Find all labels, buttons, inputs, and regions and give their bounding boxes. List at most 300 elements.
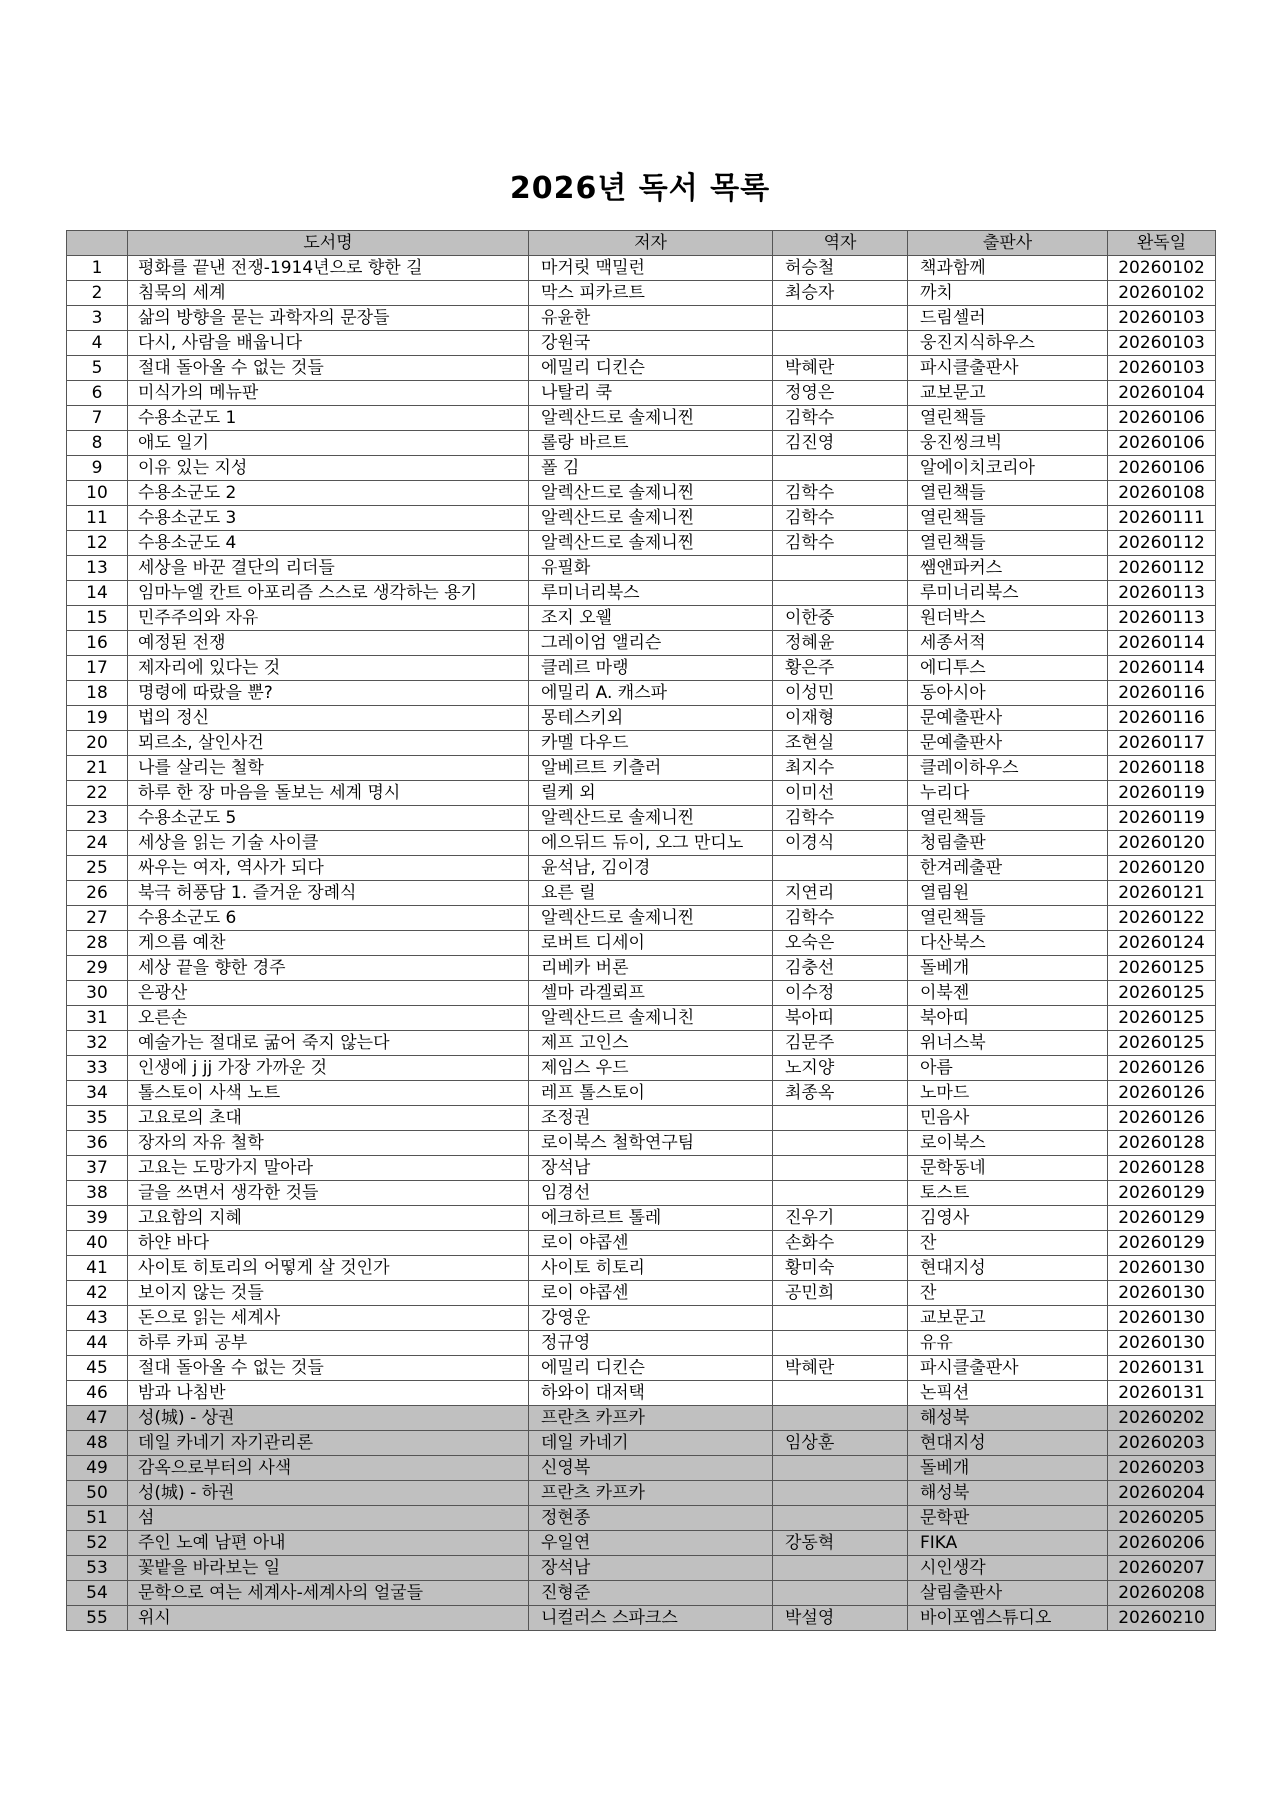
book-publisher: 돌베개	[908, 1456, 1108, 1481]
completed-date: 20260116	[1108, 706, 1216, 731]
book-author: 데일 카네기	[529, 1431, 773, 1456]
book-title: 싸우는 여자, 역사가 되다	[128, 856, 529, 881]
book-translator	[773, 456, 908, 481]
book-translator: 김충선	[773, 956, 908, 981]
book-translator: 이재형	[773, 706, 908, 731]
book-translator	[773, 1581, 908, 1606]
row-number: 27	[67, 906, 128, 931]
book-translator	[773, 1131, 908, 1156]
book-title: 제자리에 있다는 것	[128, 656, 529, 681]
row-number: 4	[67, 331, 128, 356]
book-author: 그레이엄 앨리슨	[529, 631, 773, 656]
completed-date: 20260126	[1108, 1081, 1216, 1106]
completed-date: 20260130	[1108, 1256, 1216, 1281]
book-author: 유필화	[529, 556, 773, 581]
table-row	[67, 1181, 1216, 1206]
book-author: 강영운	[529, 1306, 773, 1331]
book-title: 수용소군도 1	[128, 406, 529, 431]
book-title: 법의 정신	[128, 706, 529, 731]
book-translator	[773, 1481, 908, 1506]
row-number: 49	[67, 1456, 128, 1481]
book-author: 알렉산드로 솔제니찐	[529, 506, 773, 531]
book-author: 강원국	[529, 331, 773, 356]
table-row	[67, 831, 1216, 856]
table-row	[67, 681, 1216, 706]
completed-date: 20260131	[1108, 1356, 1216, 1381]
book-publisher: FIKA	[908, 1531, 1108, 1556]
table-row	[67, 1381, 1216, 1406]
book-translator	[773, 306, 908, 331]
book-publisher: 유유	[908, 1331, 1108, 1356]
book-publisher: 열린책들	[908, 506, 1108, 531]
book-publisher: 해성북	[908, 1481, 1108, 1506]
book-title: 게으름 예찬	[128, 931, 529, 956]
row-number: 22	[67, 781, 128, 806]
book-publisher: 현대지성	[908, 1431, 1108, 1456]
book-title: 장자의 자유 철학	[128, 1131, 529, 1156]
table-row	[67, 356, 1216, 381]
book-publisher: 웅진씽크빅	[908, 431, 1108, 456]
book-title: 삶의 방향을 묻는 과학자의 문장들	[128, 306, 529, 331]
book-publisher: 논픽션	[908, 1381, 1108, 1406]
completed-date: 20260126	[1108, 1106, 1216, 1131]
table-row	[67, 1206, 1216, 1231]
completed-date: 20260113	[1108, 606, 1216, 631]
row-number: 6	[67, 381, 128, 406]
table-row	[67, 381, 1216, 406]
book-translator: 박혜란	[773, 356, 908, 381]
completed-date: 20260103	[1108, 356, 1216, 381]
completed-date: 20260114	[1108, 656, 1216, 681]
book-translator: 최지수	[773, 756, 908, 781]
table-row	[67, 431, 1216, 456]
book-publisher: 로이북스	[908, 1131, 1108, 1156]
book-author: 알렉산드로 솔제니찐	[529, 481, 773, 506]
book-title: 밤과 나침반	[128, 1381, 529, 1406]
book-publisher: 열린책들	[908, 806, 1108, 831]
book-publisher: 돌베개	[908, 956, 1108, 981]
book-title: 절대 돌아올 수 없는 것들	[128, 1356, 529, 1381]
book-author: 나탈리 쿡	[529, 381, 773, 406]
table-row	[67, 731, 1216, 756]
book-translator	[773, 1506, 908, 1531]
book-translator: 손화수	[773, 1231, 908, 1256]
book-translator: 지연리	[773, 881, 908, 906]
table-row	[67, 1581, 1216, 1606]
book-publisher: 잔	[908, 1231, 1108, 1256]
book-title: 하루 카피 공부	[128, 1331, 529, 1356]
row-number: 17	[67, 656, 128, 681]
book-publisher: 누리다	[908, 781, 1108, 806]
row-number: 19	[67, 706, 128, 731]
book-author: 유윤한	[529, 306, 773, 331]
book-title: 은광산	[128, 981, 529, 1006]
book-title: 고요함의 지혜	[128, 1206, 529, 1231]
table-row	[67, 1131, 1216, 1156]
completed-date: 20260206	[1108, 1531, 1216, 1556]
book-author: 클레르 마랭	[529, 656, 773, 681]
book-author: 마거릿 맥밀런	[529, 256, 773, 281]
book-publisher: 열린책들	[908, 906, 1108, 931]
row-number: 37	[67, 1156, 128, 1181]
book-title: 성(城) - 하권	[128, 1481, 529, 1506]
page-title: 2026년 독서 목록	[509, 171, 771, 206]
book-translator: 공민희	[773, 1281, 908, 1306]
book-publisher: 바이포엠스튜디오	[908, 1606, 1108, 1631]
table-row	[67, 406, 1216, 431]
book-title: 주인 노예 남편 아내	[128, 1531, 529, 1556]
book-title: 수용소군도 3	[128, 506, 529, 531]
book-publisher: 책과함께	[908, 256, 1108, 281]
book-title: 보이지 않는 것들	[128, 1281, 529, 1306]
row-number: 39	[67, 1206, 128, 1231]
completed-date: 20260120	[1108, 856, 1216, 881]
book-translator: 이수정	[773, 981, 908, 1006]
book-translator: 박혜란	[773, 1356, 908, 1381]
book-publisher: 루미너리북스	[908, 581, 1108, 606]
table-row	[67, 781, 1216, 806]
table-row	[67, 1281, 1216, 1306]
book-title: 감옥으로부터의 사색	[128, 1456, 529, 1481]
table-row	[67, 931, 1216, 956]
table-row	[67, 306, 1216, 331]
table-row	[67, 856, 1216, 881]
completed-date: 20260103	[1108, 331, 1216, 356]
completed-date: 20260128	[1108, 1156, 1216, 1181]
table-row	[67, 981, 1216, 1006]
table-row	[67, 1106, 1216, 1131]
book-title: 고요로의 초대	[128, 1106, 529, 1131]
book-author: 조지 오웰	[529, 606, 773, 631]
table-row	[67, 1006, 1216, 1031]
book-title: 수용소군도 6	[128, 906, 529, 931]
book-title: 나를 살리는 철학	[128, 756, 529, 781]
completed-date: 20260120	[1108, 831, 1216, 856]
book-translator: 김진영	[773, 431, 908, 456]
book-publisher: 문학판	[908, 1506, 1108, 1531]
book-translator	[773, 556, 908, 581]
book-title: 명령에 따랐을 뿐?	[128, 681, 529, 706]
completed-date: 20260104	[1108, 381, 1216, 406]
book-author: 신영복	[529, 1456, 773, 1481]
row-number: 11	[67, 506, 128, 531]
row-number: 2	[67, 281, 128, 306]
book-publisher: 세종서적	[908, 631, 1108, 656]
book-title: 문학으로 여는 세계사-세계사의 얼굴들	[128, 1581, 529, 1606]
table-row	[67, 1031, 1216, 1056]
book-translator: 김학수	[773, 906, 908, 931]
table-row	[67, 256, 1216, 281]
table-row	[67, 1531, 1216, 1556]
book-translator	[773, 1106, 908, 1131]
book-author: 로이 야콥센	[529, 1281, 773, 1306]
row-number: 44	[67, 1331, 128, 1356]
completed-date: 20260125	[1108, 956, 1216, 981]
book-translator: 북아띠	[773, 1006, 908, 1031]
table-row	[67, 281, 1216, 306]
table-row	[67, 1056, 1216, 1081]
completed-date: 20260111	[1108, 506, 1216, 531]
table-row	[67, 506, 1216, 531]
row-number: 24	[67, 831, 128, 856]
book-title: 사이토 히토리의 어떻게 살 것인가	[128, 1256, 529, 1281]
book-title: 평화를 끝낸 전쟁-1914년으로 향한 길	[128, 256, 529, 281]
row-number: 48	[67, 1431, 128, 1456]
completed-date: 20260119	[1108, 781, 1216, 806]
completed-date: 20260126	[1108, 1056, 1216, 1081]
row-number: 38	[67, 1181, 128, 1206]
book-translator: 최승자	[773, 281, 908, 306]
completed-date: 20260119	[1108, 806, 1216, 831]
book-publisher: 김영사	[908, 1206, 1108, 1231]
book-translator: 이한중	[773, 606, 908, 631]
book-translator	[773, 1331, 908, 1356]
row-number: 43	[67, 1306, 128, 1331]
book-title: 하루 한 장 마음을 돌보는 세계 명시	[128, 781, 529, 806]
table-row	[67, 581, 1216, 606]
book-publisher: 열린책들	[908, 531, 1108, 556]
book-publisher: 시인생각	[908, 1556, 1108, 1581]
book-publisher: 웅진지식하우스	[908, 331, 1108, 356]
completed-date: 20260121	[1108, 881, 1216, 906]
book-title: 수용소군도 4	[128, 531, 529, 556]
row-number: 8	[67, 431, 128, 456]
completed-date: 20260131	[1108, 1381, 1216, 1406]
book-translator: 정혜윤	[773, 631, 908, 656]
completed-date: 20260125	[1108, 981, 1216, 1006]
book-author: 장석남	[529, 1556, 773, 1581]
book-translator: 오숙은	[773, 931, 908, 956]
completed-date: 20260106	[1108, 431, 1216, 456]
header-translator: 역자	[773, 231, 908, 256]
completed-date: 20260108	[1108, 481, 1216, 506]
book-author: 정현종	[529, 1506, 773, 1531]
book-author: 폴 김	[529, 456, 773, 481]
book-title: 고요는 도망가지 말아라	[128, 1156, 529, 1181]
table-row	[67, 956, 1216, 981]
row-number: 18	[67, 681, 128, 706]
book-author: 장석남	[529, 1156, 773, 1181]
book-translator: 김학수	[773, 481, 908, 506]
row-number: 25	[67, 856, 128, 881]
header-number	[67, 231, 128, 256]
book-author: 몽테스키외	[529, 706, 773, 731]
book-translator	[773, 1306, 908, 1331]
book-author: 니컬러스 스파크스	[529, 1606, 773, 1631]
book-publisher: 쌤앤파커스	[908, 556, 1108, 581]
book-author: 진형준	[529, 1581, 773, 1606]
table-row	[67, 631, 1216, 656]
book-translator: 조현실	[773, 731, 908, 756]
book-translator: 김문주	[773, 1031, 908, 1056]
book-author: 에밀리 디킨슨	[529, 1356, 773, 1381]
book-author: 프란츠 카프카	[529, 1481, 773, 1506]
book-translator: 노지양	[773, 1056, 908, 1081]
book-title: 수용소군도 5	[128, 806, 529, 831]
book-title: 꽃밭을 바라보는 일	[128, 1556, 529, 1581]
completed-date: 20260203	[1108, 1456, 1216, 1481]
table-row	[67, 1431, 1216, 1456]
book-title: 침묵의 세계	[128, 281, 529, 306]
completed-date: 20260208	[1108, 1581, 1216, 1606]
completed-date: 20260210	[1108, 1606, 1216, 1631]
row-number: 1	[67, 256, 128, 281]
book-translator: 이성민	[773, 681, 908, 706]
completed-date: 20260129	[1108, 1231, 1216, 1256]
row-number: 42	[67, 1281, 128, 1306]
row-number: 23	[67, 806, 128, 831]
book-author: 리베카 버론	[529, 956, 773, 981]
completed-date: 20260130	[1108, 1331, 1216, 1356]
completed-date: 20260112	[1108, 556, 1216, 581]
book-publisher: 북아띠	[908, 1006, 1108, 1031]
book-author: 에밀리 A. 캐스파	[529, 681, 773, 706]
book-translator: 이미선	[773, 781, 908, 806]
book-translator	[773, 331, 908, 356]
completed-date: 20260103	[1108, 306, 1216, 331]
book-translator	[773, 1156, 908, 1181]
book-title: 섬	[128, 1506, 529, 1531]
completed-date: 20260203	[1108, 1431, 1216, 1456]
book-author: 카멜 다우드	[529, 731, 773, 756]
book-translator: 황미숙	[773, 1256, 908, 1281]
book-title: 임마누엘 칸트 아포리즘 스스로 생각하는 용기	[128, 581, 529, 606]
book-title: 뫼르소, 살인사건	[128, 731, 529, 756]
book-publisher: 노마드	[908, 1081, 1108, 1106]
completed-date: 20260130	[1108, 1306, 1216, 1331]
book-translator: 강동혁	[773, 1531, 908, 1556]
book-translator: 허승철	[773, 256, 908, 281]
book-translator: 최종옥	[773, 1081, 908, 1106]
table-row	[67, 1156, 1216, 1181]
header-title: 도서명	[128, 231, 529, 256]
row-number: 47	[67, 1406, 128, 1431]
book-publisher: 원더박스	[908, 606, 1108, 631]
completed-date: 20260125	[1108, 1031, 1216, 1056]
row-number: 7	[67, 406, 128, 431]
book-translator	[773, 581, 908, 606]
book-author: 사이토 히토리	[529, 1256, 773, 1281]
row-number: 21	[67, 756, 128, 781]
book-author: 알렉산드로 솔제니찐	[529, 531, 773, 556]
book-author: 임경선	[529, 1181, 773, 1206]
table-row	[67, 1231, 1216, 1256]
row-number: 36	[67, 1131, 128, 1156]
book-translator: 김학수	[773, 806, 908, 831]
row-number: 55	[67, 1606, 128, 1631]
row-number: 51	[67, 1506, 128, 1531]
completed-date: 20260106	[1108, 456, 1216, 481]
book-author: 하와이 대저택	[529, 1381, 773, 1406]
reading-list-table	[66, 230, 1216, 1631]
row-number: 53	[67, 1556, 128, 1581]
book-title: 오른손	[128, 1006, 529, 1031]
book-author: 알렉산드로 솔제니찐	[529, 406, 773, 431]
table-row	[67, 1481, 1216, 1506]
book-publisher: 파시클출판사	[908, 356, 1108, 381]
book-publisher: 아름	[908, 1056, 1108, 1081]
book-translator	[773, 1406, 908, 1431]
row-number: 3	[67, 306, 128, 331]
completed-date: 20260202	[1108, 1406, 1216, 1431]
row-number: 20	[67, 731, 128, 756]
row-number: 32	[67, 1031, 128, 1056]
row-number: 12	[67, 531, 128, 556]
book-title: 수용소군도 2	[128, 481, 529, 506]
book-publisher: 열린책들	[908, 406, 1108, 431]
book-translator: 임상훈	[773, 1431, 908, 1456]
book-translator	[773, 1381, 908, 1406]
book-publisher: 문예출판사	[908, 706, 1108, 731]
table-row	[67, 556, 1216, 581]
book-publisher: 동아시아	[908, 681, 1108, 706]
book-title: 절대 돌아올 수 없는 것들	[128, 356, 529, 381]
table-row	[67, 331, 1216, 356]
table-row	[67, 456, 1216, 481]
completed-date: 20260112	[1108, 531, 1216, 556]
row-number: 33	[67, 1056, 128, 1081]
row-number: 14	[67, 581, 128, 606]
book-title: 세상 끝을 향한 경주	[128, 956, 529, 981]
completed-date: 20260117	[1108, 731, 1216, 756]
book-translator	[773, 1556, 908, 1581]
book-author: 에크하르트 톨레	[529, 1206, 773, 1231]
book-title: 이유 있는 지성	[128, 456, 529, 481]
book-publisher: 현대지성	[908, 1256, 1108, 1281]
book-translator: 이경식	[773, 831, 908, 856]
book-publisher: 문학동네	[908, 1156, 1108, 1181]
row-number: 31	[67, 1006, 128, 1031]
row-number: 26	[67, 881, 128, 906]
book-author: 우일연	[529, 1531, 773, 1556]
table-row	[67, 906, 1216, 931]
table-row	[67, 656, 1216, 681]
book-translator: 김학수	[773, 506, 908, 531]
book-author: 로이 야콥센	[529, 1231, 773, 1256]
completed-date: 20260205	[1108, 1506, 1216, 1531]
book-translator: 김학수	[773, 531, 908, 556]
completed-date: 20260128	[1108, 1131, 1216, 1156]
completed-date: 20260102	[1108, 281, 1216, 306]
book-author: 알베르트 키츨러	[529, 756, 773, 781]
completed-date: 20260116	[1108, 681, 1216, 706]
book-title: 다시, 사람을 배웁니다	[128, 331, 529, 356]
book-title: 북극 허풍담 1. 즐거운 장례식	[128, 881, 529, 906]
book-title: 인생에 j jj 가장 가까운 것	[128, 1056, 529, 1081]
book-title: 돈으로 읽는 세계사	[128, 1306, 529, 1331]
table-row	[67, 481, 1216, 506]
book-translator	[773, 1456, 908, 1481]
book-title: 예술가는 절대로 굶어 죽지 않는다	[128, 1031, 529, 1056]
book-publisher: 위너스북	[908, 1031, 1108, 1056]
book-publisher: 이북젠	[908, 981, 1108, 1006]
table-row	[67, 1606, 1216, 1631]
book-author: 정규영	[529, 1331, 773, 1356]
table-body	[67, 256, 1216, 1631]
completed-date: 20260113	[1108, 581, 1216, 606]
row-number: 45	[67, 1356, 128, 1381]
book-author: 알렉산드로 솔제니찐	[529, 906, 773, 931]
book-author: 에으뒤드 듀이, 오그 만디노	[529, 831, 773, 856]
book-author: 조정권	[529, 1106, 773, 1131]
book-translator: 황은주	[773, 656, 908, 681]
book-title: 민주주의와 자유	[128, 606, 529, 631]
book-author: 제프 고인스	[529, 1031, 773, 1056]
completed-date: 20260129	[1108, 1206, 1216, 1231]
book-author: 레프 톨스토이	[529, 1081, 773, 1106]
book-publisher: 파시클출판사	[908, 1356, 1108, 1381]
table-row	[67, 606, 1216, 631]
